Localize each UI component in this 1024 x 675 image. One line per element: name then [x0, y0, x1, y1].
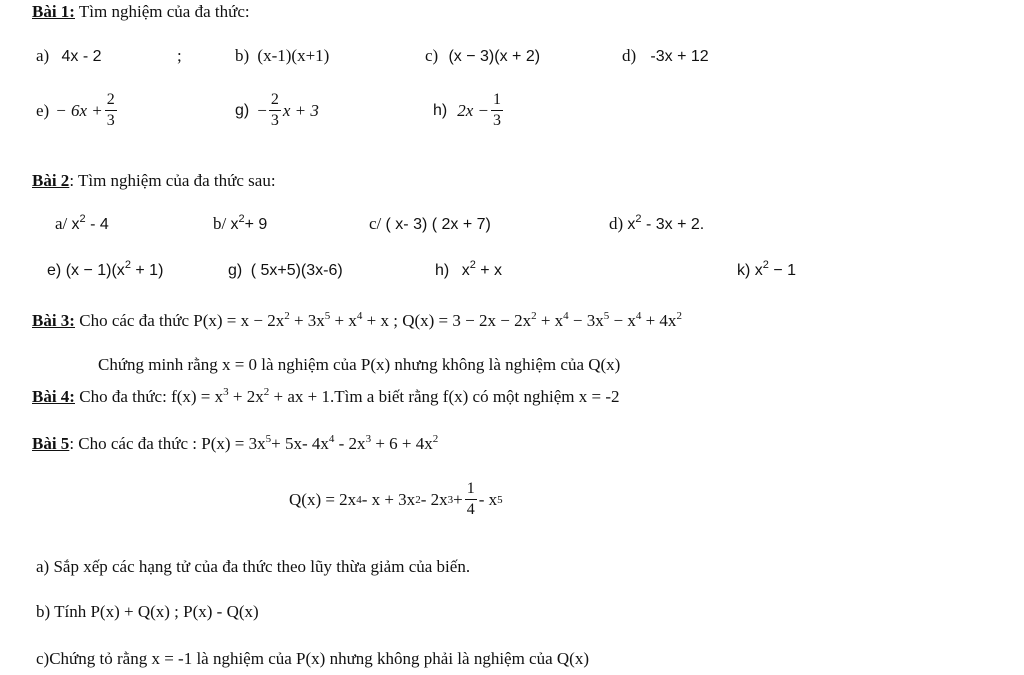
fraction: $\frac{2}{3}$ [106, 91, 115, 129]
bai5-question-a: a) Sắp xếp các hạng tử của đa thức theo lũy thừa giảm của biến. [36, 557, 471, 576]
item-tag: c) [425, 46, 439, 65]
item-tag: d) [622, 46, 637, 65]
bai1-item-g [235, 92, 319, 129]
item-tag: a) [36, 46, 50, 65]
fraction: $\frac{2}{3}$ [270, 91, 279, 129]
bai1-semicolon: ; [177, 46, 182, 65]
bai5-p-line: Bài 5: Cho các đa thức : $P(x) = 3x^5+ 5x-$ $4x^4 - 2x^3 + 6 + 4x^2$ [32, 433, 439, 453]
bai2-item-c: c/ ( x- 3) ( 2x + 7) [369, 214, 491, 233]
item-expr: − [257, 100, 267, 120]
bai2-item-g: g) ( 5x+5)(3x-6) [228, 262, 343, 279]
fraction: $\frac{1}{4}$ [466, 480, 475, 518]
bai5-q-line: Q(x) = 2x 4 - x + 3x 2 - 2x 3 + $\frac{1}{4}$ - x 5 [289, 480, 503, 518]
item-expr-post: x + 3 [282, 100, 319, 120]
item-expr: (x − 3)(x + 2) [448, 48, 541, 65]
bai2-item-d: d) $x^2 - 3x + 2$. [609, 213, 705, 233]
fraction: $\frac{1}{3}$ [493, 91, 502, 129]
bai2-heading [32, 171, 276, 191]
bai3-label: Bài 3: [32, 311, 75, 330]
bai1-item-e [36, 92, 119, 129]
bai2-item-k: k) $x^2 - 1$ [737, 259, 797, 279]
item-expr: (x-1)(x+1) [257, 46, 330, 65]
bai2-label: Bài 2 [32, 171, 70, 190]
bai1-item-c [425, 46, 540, 66]
bai1-item-d [622, 46, 709, 66]
bai2-title: : Tìm nghiệm của đa thức sau: [69, 171, 276, 190]
bai5-question-b: b) Tính P(x) + Q(x) ; P(x) - Q(x) [36, 602, 259, 621]
item-tag: e) [36, 100, 50, 120]
item-expr: 2x − [457, 100, 490, 120]
bai2-item-b: b/ $x^2+ 9$ [213, 213, 268, 233]
bai4-line: Bài 4: Cho đa thức: $f(x) = x^3 + 2x^2$ + ax + 1.Tìm a biết rằng f(x) có một nghiệm x = -2 [32, 386, 620, 406]
bai1-label: Bài 1: [32, 2, 75, 21]
item-tag: b) [235, 46, 250, 65]
bai1-heading [32, 2, 250, 22]
item-tag: g) [235, 101, 250, 119]
bai4-label: Bài 4: [32, 387, 75, 406]
bai1-item-b [235, 46, 329, 66]
bai1-item-h [433, 92, 505, 129]
item-expr: -3x + 12 [650, 48, 709, 65]
bai3-line2: Chứng minh rằng x = 0 là nghiệm của P(x) nhưng không là nghiệm của Q(x) [98, 355, 621, 374]
bai2-item-e: e) $(x - 1)(x^2 + 1)$ [47, 259, 164, 279]
item-tag: h) [433, 101, 448, 119]
bai2-item-a: a/ $x^2 - 4$ [55, 213, 109, 233]
bai5-label: Bài 5 [32, 434, 70, 453]
bai5-question-c: c)Chứng tỏ rằng x = -1 là nghiệm của P(x) nhưng không phải là nghiệm của Q(x) [36, 649, 589, 668]
item-expr: 4x - 2 [61, 48, 102, 65]
bai1-title: Tìm nghiệm của đa thức: [74, 2, 250, 21]
bai1-item-a [36, 46, 101, 66]
item-expr: − 6x + [55, 100, 103, 120]
bai3-line1: Bài 3: Cho các đa thức $P(x) = x - 2x^2 + 3x^5 + x^4 + x$ ; $Q(x) = 3 - 2x - 2x^2 + x^4 - 3x^5 - x^4 + 4x^2$ [32, 310, 682, 330]
bai2-item-h: h) $x^2 + x$ [435, 259, 503, 279]
